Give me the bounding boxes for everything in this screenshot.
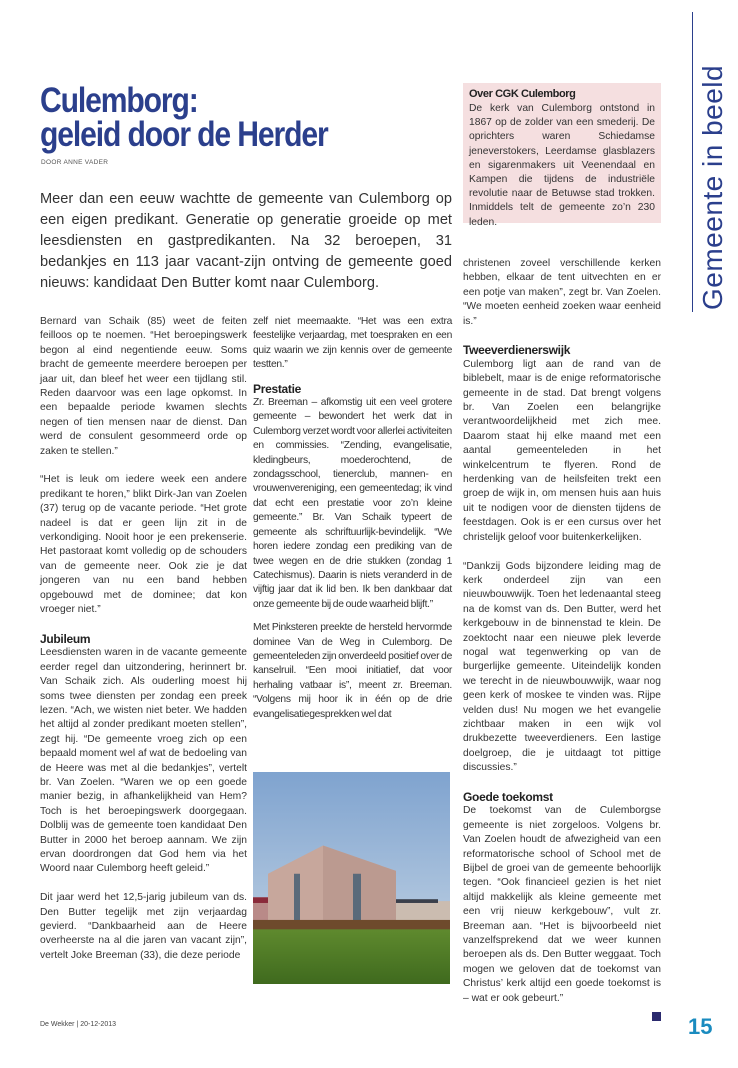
page-number: 15 <box>688 1014 713 1039</box>
subheading-jubileum: Jubileum <box>40 631 91 646</box>
paragraph: Culemborg ligt aan de rand van de biblebelt, maar is de enige reformatorische gemeente in de stad. Dat brengt volgens br. Van Zoelen een belangrijke verantwoordelijkheid met zich mee. Daarom staat hij elke maand met een aantal gemeenteleden in het winkelcentrum te flyeren. Rond de herdenking van de heilsfeiten trekt een groep de wijk in, om mensen huis aan huis uit te nodigen voor de diensten tijdens de feestdagen. Ook is er een cursus over het christelijk geloof voor buitenkerkelijken. <box>463 358 661 543</box>
info-box-text: De kerk van Culemborg ontstond in 1867 op de zolder van een smederij. De oprichters waren Schiedamse jeneverstokers, Leerdamse glasblazers en sigarenmakers uit Veenendaal en Kampen die tijdens de industriële revolutie naar de Betuwse stad trokken. Inmiddels telt de gemeente zo’n 230 leden. <box>469 103 655 228</box>
paragraph: Zr. Breeman – afkomstig uit een veel grotere gemeente – bewondert het werk dat in Culemborg verzet wordt voor allerlei activiteiten en commissies. “Zending, evangelisatie, kledingbeurs, moederochtend, de zondagsschool, tienerclub, mannen- en vrouwenvereniging, een gemeentedag; ik vind dat echt een prestatie voor zo’n kleine gemeente.” Br. Van Schaik typeert de gemeente als schriftuurlijk-bevindelijk. “We horen iedere zondag een prediking van de twee wegen en de drie stukken (zondag 1 Catechismus). Daarin is niets veranderd in de vijftig jaar dat ik lid ben. Ik ben dankbaar dat onze gemeente bij de oude waarheid blijft.” <box>253 397 452 610</box>
paragraph: christenen zoveel verschillende kerken hebben, elkaar de tent uitvechten en er een potje van maken”, zegt br. Van Zoelen. “We moeten eenheid zoeken waar eenheid is.” <box>463 258 661 327</box>
column-2 <box>253 315 452 722</box>
paragraph: De toekomst van de Culemborgse gemeente is niet zorgeloos. Volgens br. Van Zoelen houdt de afwezigheid van een reformatorische school of School met de Bijbel de groei van de gemeente behoorlijk tegen. “Ook financieel gezien is het niet altijd makkelijk als kleine gemeente met een vrij nieuw kerkgebouw”, vult zr. Breeman aan. “Het is bijvoorbeeld niet vanzelfsprekend dat we weer kunnen beroepen als ds. Den Butter weggaat. Toch mogen we geloven dat de toekomst van Christus’ kerk altijd een goede toekomst is – wat er ook gebeurt.” <box>463 805 661 1004</box>
paragraph: “Het is leuk om iedere week een andere predikant te horen,” blikt Dirk-Jan van Zoelen (37) terug op de vacante periode. “Het grote nadeel is dat er geen lijn zit in de verkondiging. Nooit hoor je een prekenserie. Het pastoraat komt volledig op de schouders van de gemeente neer. Ook zie je dat jongeren van nu een band hebben opgebouwd met de dominee; dat kon vroeger niet.” <box>40 474 247 616</box>
info-box-over-cgk-culemborg <box>463 83 661 228</box>
title-line-2: geleid door de Herder <box>40 115 328 154</box>
paragraph: Leesdiensten waren in de vacante gemeente eerder regel dan uitzondering, herinnert br. Van Schaik zich. Als ouderling moest hij soms twee diensten per zondag een preek lezen. “Ach, we wisten niet beter. We hadden het altijd al zonder predikant moeten stellen”, zegt hij. “De gemeente vroeg zich op een bepaald moment wel af wat de bedoeling van de Heere was met al die bedankjes”, vertelt br. Van Zoelen. “Waren we op een goede manier bezig, in afhankelijkheid van Hem? Toch is het beroepingswerk doorgegaan. Dolblij was de gemeente toen kandidaat Den Butter in 2000 het beroep aannam. We zijn ervan doordrongen dat God hem via het Woord naar Culemborg heeft geleid.” <box>40 647 247 875</box>
paragraph: Bernard van Schaik (85) weet de feiten feilloos op te noemen. “Het beroepingswerk begon al eind negentiende eeuw. Soms bracht de gemeente meerdere beroepen per jaar uit, dan bleef het weer een tijdlang stil. Reden daarvoor was een lage opkomst. In een bepaalde periode kwamen slechts negen of tien mensen naar de dienst. Dan werd de consulent gesommeerd orde op zaken te stellen.” <box>40 316 247 457</box>
church-building-image <box>253 772 450 984</box>
column-1 <box>40 315 247 978</box>
paragraph: “Dankzij Gods bijzondere leiding mag de kerk onderdeel zijn van een nieuwbouwwijk. Toen het ledenaantal steeg na de komst van ds. Den Butter, werd het kerkgebouw in de binnenstad te klein. De zoektocht naar een nieuwe plek leverde nogal wat tegenwerking op van de burgerlijke gemeente. Uiteindelijk konden we terecht in de nieuwbouwwijk, waar nog geen kerk of moskee te vinden was. Rijpe velden dus! Nu mogen we het evangelie zichtbaar maken in een wijk vol drukbezette tweeverdieners. Een lastige doelgroep, die je uitdaagt tot pittige discussies.” <box>463 560 661 774</box>
end-of-article-square-icon <box>652 1012 661 1021</box>
article-title <box>40 81 401 154</box>
subheading-tweeverdienerswijk: Tweeverdienerswijk <box>463 343 571 358</box>
subheading-prestatie: Prestatie <box>253 381 301 396</box>
church-photo <box>253 772 450 984</box>
info-box-title: Over CGK Culemborg <box>469 88 576 100</box>
lead-paragraph: Meer dan een eeuw wachtte de gemeente van Culemborg op een eigen predikant. Generatie op generatie groeide op met leesdiensten en gastpredikanten. Na 32 beroepen, 31 bedankjes en 113 jaar vacant-zijn ontving de gemeente goed nieuws: kandidaat Den Butter komt naar Culemborg. <box>40 191 452 291</box>
section-divider-line <box>692 12 693 312</box>
subheading-goede-toekomst: Goede toekomst <box>463 789 553 804</box>
paragraph: Dit jaar werd het 12,5-jarig jubileum van ds. Den Butter tegelijk met zijn verjaardag gevierd. “Dankbaarheid aan de Heere overheerste na al die jaren van vacant zijn”, vertelt Joke Breeman (33), die deze periode <box>40 892 247 961</box>
paragraph: Met Pinksteren preekte de hersteld hervormde dominee Van de Weg in Culemborg. De gemeenteleden zijn onverdeeld positief over de kanselruil. “Een mooi initiatief, dat voor herhaling vatbaar is”, meent zr. Breeman. “Volgens mij hoor ik in één op de drie evangelisatiegesprekken wel dat <box>253 622 453 720</box>
byline: DOOR ANNE VADER <box>41 159 109 166</box>
paragraph: zelf niet meemaakte. “Het was een extra feestelijke verjaardag, met toespraken en een quiz waarin we zijn kennis over de gemeente testten.” <box>253 316 452 371</box>
section-label: Gemeente in beeld <box>697 64 728 310</box>
column-3 <box>463 257 661 1021</box>
footer-publication: De Wekker | 20-12-2013 <box>40 1021 117 1028</box>
title-line-1: Culemborg: <box>40 81 198 120</box>
